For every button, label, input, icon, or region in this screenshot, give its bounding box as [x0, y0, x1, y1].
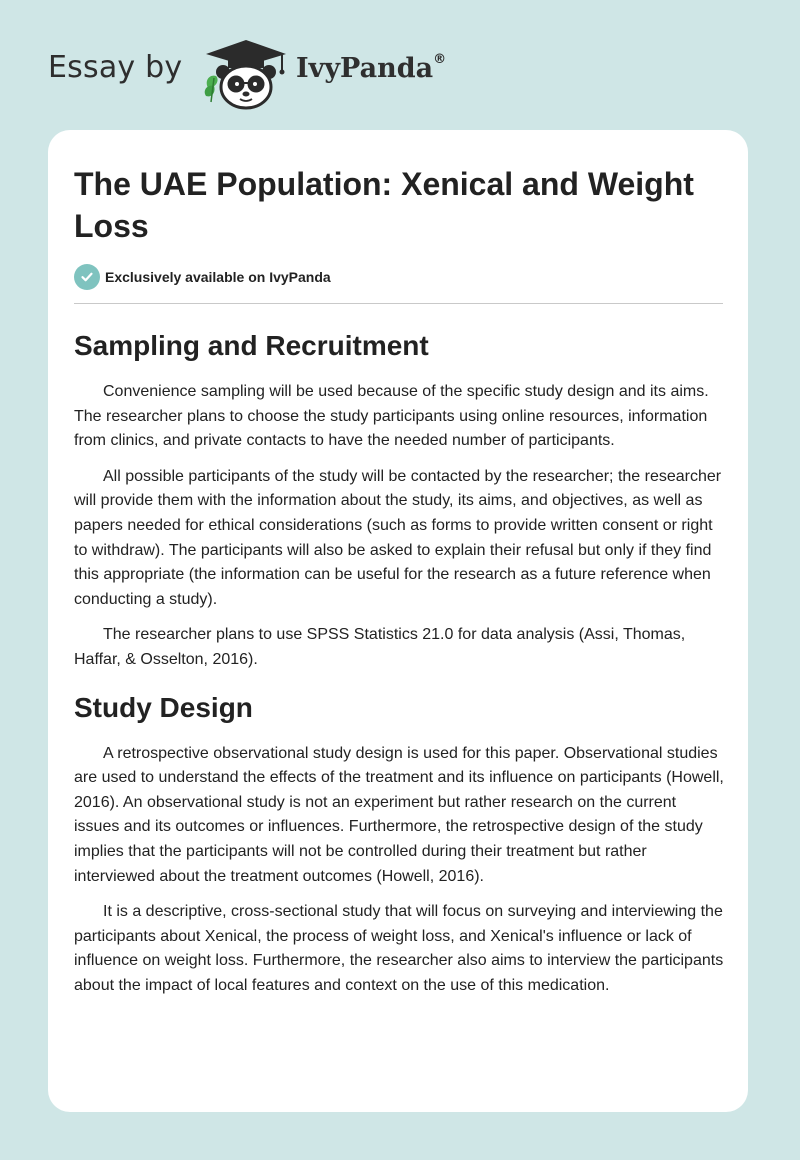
site-header — [0, 0, 800, 130]
divider — [74, 303, 723, 304]
panda-graduate-logo-icon[interactable] — [200, 36, 292, 110]
essay-title: The UAE Population: Xenical and Weight Loss — [74, 166, 694, 244]
exclusive-badge — [74, 263, 331, 291]
essay-card — [48, 130, 748, 1112]
brand-text: IvyPanda — [296, 53, 434, 84]
exclusive-label: Exclusively available on IvyPanda — [105, 269, 331, 285]
section-heading-sampling: Sampling and Recruitment — [74, 330, 429, 361]
paragraph: Convenience sampling will be used because of the specific study design and its aims. The researcher plans to choose the study participants using online resources, information from clinics, and private contacts to have the needed number of participants. — [74, 383, 709, 450]
section-heading-study-design: Study Design — [74, 691, 253, 723]
paragraph: All possible participants of the study will be contacted by the researcher; the researcher will provide them with the information about the study, its aims, and objectives, as well as papers needed for ethical considerations (such as forms to provide written consent or right to withdraw). The participants will also be asked to explain their refusal but only if they find this appropriate (the information can be useful for the research as a future reference when conducting a study). — [74, 467, 722, 608]
paragraph: It is a descriptive, cross-sectional study that will focus on surveying and interviewing the participants about Xenical, the process of weight loss, and Xenical's influence or lack of influence on weight loss. Furthermore, the researcher also aims to interview the participants about the impact of local features and context on the use of this medication. — [74, 903, 724, 994]
essay-by-label: Essay by — [48, 50, 183, 85]
brand-name[interactable] — [296, 53, 446, 84]
check-circle-icon — [74, 264, 100, 290]
registered-mark: ® — [433, 52, 447, 67]
essay-body — [74, 322, 724, 998]
paragraph: A retrospective observational study design is used for this paper. Observational studies are used to understand the effects of the treatment and its influence on participants (Howell, 2016). An observational study is not an experiment but rather research on the current issues and its outcomes or influences. Furthermore, the retrospective design of the study implies that the participants will not be controlled during their treatment but rather interviewed about the treatment outcomes (Howell, 2016). — [74, 744, 724, 885]
paragraph: The researcher plans to use SPSS Statistics 21.0 for data analysis (Assi, Thomas, Haffar, & Osselton, 2016). — [74, 626, 686, 668]
